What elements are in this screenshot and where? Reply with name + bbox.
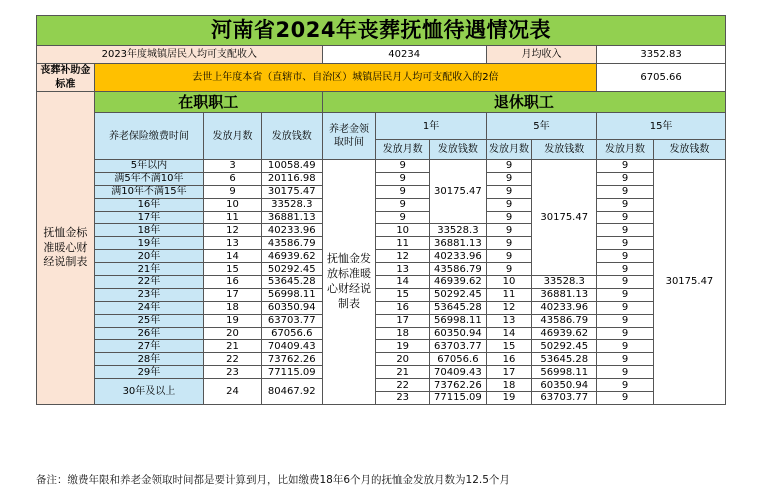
table-row xyxy=(37,340,726,353)
working-pay-time-cell: 22年 xyxy=(94,276,203,289)
working-header-pay-time: 养老保险缴费时间 xyxy=(94,113,203,160)
y1-amount-cell: 73762.26 xyxy=(430,379,487,392)
income-label: 2023年度城镇居民人均可支配收入 xyxy=(37,46,323,64)
y1-months-cell: 18 xyxy=(376,327,430,340)
y1-amount-cell: 43586.79 xyxy=(430,263,487,276)
y5-months-cell: 9 xyxy=(486,224,532,237)
y5-months-cell: 19 xyxy=(486,392,532,405)
y15-months-cell: 9 xyxy=(597,160,654,173)
retired-side-label xyxy=(322,160,376,405)
sub-header-amount-5: 发放钱数 xyxy=(532,140,597,160)
table-row xyxy=(37,366,726,379)
working-amount-cell: 30175.47 xyxy=(261,185,322,198)
working-months-cell: 23 xyxy=(204,366,262,379)
y5-amount-cell: 53645.28 xyxy=(532,353,597,366)
working-months-cell: 20 xyxy=(204,327,262,340)
working-section-title: 在职职工 xyxy=(94,92,322,113)
working-pay-time-cell: 19年 xyxy=(94,237,203,250)
working-pay-time-cell: 满5年不满10年 xyxy=(94,172,203,185)
working-amount-cell: 60350.94 xyxy=(261,301,322,314)
y1-months-cell: 10 xyxy=(376,224,430,237)
y1-months-cell: 17 xyxy=(376,314,430,327)
working-months-cell: 24 xyxy=(204,379,262,405)
working-pay-time-cell: 16年 xyxy=(94,198,203,211)
monthly-income-value: 3352.83 xyxy=(597,46,726,64)
y1-months-cell: 16 xyxy=(376,301,430,314)
y1-months-cell: 9 xyxy=(376,185,430,198)
retired-header-pension-time xyxy=(322,113,376,160)
y5-amount-cell: 43586.79 xyxy=(532,314,597,327)
page-title: 河南省2024年丧葬抚恤待遇情况表 xyxy=(37,16,726,46)
y15-months-cell: 9 xyxy=(597,366,654,379)
working-amount-cell: 80467.92 xyxy=(261,379,322,405)
table-row xyxy=(37,353,726,366)
y15-months-cell: 9 xyxy=(597,379,654,392)
working-months-cell: 12 xyxy=(204,224,262,237)
working-months-cell: 14 xyxy=(204,250,262,263)
y5-months-cell: 10 xyxy=(486,276,532,289)
y1-amount-cell: 70409.43 xyxy=(430,366,487,379)
table-row xyxy=(37,250,726,263)
y1-amount-cell: 33528.3 xyxy=(430,224,487,237)
y1-amount-cell: 67056.6 xyxy=(430,353,487,366)
y15-months-cell: 9 xyxy=(597,392,654,405)
working-months-cell: 19 xyxy=(204,314,262,327)
working-amount-cell: 46939.62 xyxy=(261,250,322,263)
working-amount-cell: 36881.13 xyxy=(261,211,322,224)
y15-months-cell: 9 xyxy=(597,224,654,237)
working-pay-time-cell: 18年 xyxy=(94,224,203,237)
y5-months-cell: 11 xyxy=(486,288,532,301)
working-amount-cell: 40233.96 xyxy=(261,224,322,237)
period-15-year: 15年 xyxy=(597,113,726,140)
table-row xyxy=(37,172,726,185)
working-pay-time-cell: 20年 xyxy=(94,250,203,263)
working-pay-time-cell: 26年 xyxy=(94,327,203,340)
y1-months-cell: 14 xyxy=(376,276,430,289)
retired-side-label-text: 抚恤金发放标准暖心财经说制表 xyxy=(327,252,371,310)
working-pay-time-cell: 23年 xyxy=(94,288,203,301)
y1-amount-merged-cell: 30175.47 xyxy=(430,160,487,224)
y5-amount-cell: 33528.3 xyxy=(532,276,597,289)
working-pay-time-cell: 17年 xyxy=(94,211,203,224)
period-1-year: 1年 xyxy=(376,113,486,140)
y5-months-cell: 14 xyxy=(486,327,532,340)
y1-amount-cell: 50292.45 xyxy=(430,288,487,301)
working-amount-cell: 63703.77 xyxy=(261,314,322,327)
period-5-year: 5年 xyxy=(486,113,596,140)
table-row xyxy=(37,379,726,392)
working-amount-cell: 33528.3 xyxy=(261,198,322,211)
y1-months-cell: 12 xyxy=(376,250,430,263)
working-pay-time-cell: 24年 xyxy=(94,301,203,314)
table-row xyxy=(37,314,726,327)
working-header-months: 发放月数 xyxy=(204,113,262,160)
y5-amount-cell: 40233.96 xyxy=(532,301,597,314)
y5-months-cell: 9 xyxy=(486,160,532,173)
y5-months-cell: 9 xyxy=(486,250,532,263)
working-months-cell: 18 xyxy=(204,301,262,314)
sub-header-amount-15: 发放钱数 xyxy=(653,140,725,160)
y5-months-cell: 9 xyxy=(486,237,532,250)
y5-amount-merged-cell: 30175.47 xyxy=(532,160,597,276)
y1-amount-cell: 60350.94 xyxy=(430,327,487,340)
y5-amount-cell: 63703.77 xyxy=(532,392,597,405)
working-months-cell: 6 xyxy=(204,172,262,185)
table-row xyxy=(37,211,726,224)
y1-months-cell: 23 xyxy=(376,392,430,405)
y1-months-cell: 9 xyxy=(376,172,430,185)
working-pay-time-cell: 21年 xyxy=(94,263,203,276)
working-months-cell: 11 xyxy=(204,211,262,224)
y15-months-cell: 9 xyxy=(597,250,654,263)
y1-amount-cell: 53645.28 xyxy=(430,301,487,314)
y5-months-cell: 16 xyxy=(486,353,532,366)
working-amount-cell: 56998.11 xyxy=(261,288,322,301)
working-header-amount: 发放钱数 xyxy=(261,113,322,160)
working-months-cell: 10 xyxy=(204,198,262,211)
benefit-table-wrapper xyxy=(36,15,726,405)
y5-months-cell: 15 xyxy=(486,340,532,353)
left-side-label xyxy=(37,92,95,405)
y5-amount-cell: 56998.11 xyxy=(532,366,597,379)
y1-amount-cell: 40233.96 xyxy=(430,250,487,263)
table-row xyxy=(37,160,726,173)
y15-months-cell: 9 xyxy=(597,198,654,211)
table-row xyxy=(37,301,726,314)
y1-amount-cell: 46939.62 xyxy=(430,276,487,289)
funeral-subsidy-label: 丧葬补助金标准 xyxy=(37,64,95,92)
working-amount-cell: 53645.28 xyxy=(261,276,322,289)
y1-months-cell: 9 xyxy=(376,198,430,211)
working-months-cell: 3 xyxy=(204,160,262,173)
sub-header-months-15: 发放月数 xyxy=(597,140,654,160)
table-row xyxy=(37,185,726,198)
table-row xyxy=(37,276,726,289)
y1-months-cell: 9 xyxy=(376,211,430,224)
retired-header-pension-time-text: 养老金领取时间 xyxy=(329,123,369,148)
working-pay-time-cell: 5年以内 xyxy=(94,160,203,173)
working-amount-cell: 43586.79 xyxy=(261,237,322,250)
table-row xyxy=(37,224,726,237)
y1-months-cell: 22 xyxy=(376,379,430,392)
y5-amount-cell: 46939.62 xyxy=(532,327,597,340)
funeral-subsidy-value: 6705.66 xyxy=(597,64,726,92)
y5-months-cell: 17 xyxy=(486,366,532,379)
y15-amount-merged-cell: 30175.47 xyxy=(653,160,725,405)
y15-months-cell: 9 xyxy=(597,301,654,314)
sub-header-months-1: 发放月数 xyxy=(376,140,430,160)
y5-months-cell: 18 xyxy=(486,379,532,392)
y5-amount-cell: 60350.94 xyxy=(532,379,597,392)
working-months-cell: 15 xyxy=(204,263,262,276)
y1-months-cell: 19 xyxy=(376,340,430,353)
y1-months-cell: 13 xyxy=(376,263,430,276)
working-months-cell: 17 xyxy=(204,288,262,301)
y5-months-cell: 9 xyxy=(486,185,532,198)
table-row xyxy=(37,327,726,340)
working-pay-time-cell: 29年 xyxy=(94,366,203,379)
retired-section-title: 退休职工 xyxy=(322,92,725,113)
y5-months-cell: 13 xyxy=(486,314,532,327)
y1-amount-cell: 36881.13 xyxy=(430,237,487,250)
y15-months-cell: 9 xyxy=(597,314,654,327)
y5-months-cell: 9 xyxy=(486,198,532,211)
y15-months-cell: 9 xyxy=(597,353,654,366)
y5-amount-cell: 50292.45 xyxy=(532,340,597,353)
working-amount-cell: 50292.45 xyxy=(261,263,322,276)
sub-header-months-5: 发放月数 xyxy=(486,140,532,160)
y1-months-cell: 11 xyxy=(376,237,430,250)
working-amount-cell: 77115.09 xyxy=(261,366,322,379)
y5-amount-cell: 36881.13 xyxy=(532,288,597,301)
y1-months-cell: 21 xyxy=(376,366,430,379)
y1-months-cell: 9 xyxy=(376,160,430,173)
y1-amount-cell: 63703.77 xyxy=(430,340,487,353)
benefit-table xyxy=(36,15,726,405)
footnote: 备注：缴费年限和养老金领取时间都是要计算到月，比如缴费18年6个月的抚恤金发放月数为12.5个月 xyxy=(36,474,510,486)
y15-months-cell: 9 xyxy=(597,327,654,340)
y15-months-cell: 9 xyxy=(597,185,654,198)
sub-header-amount-1: 发放钱数 xyxy=(430,140,487,160)
working-amount-cell: 70409.43 xyxy=(261,340,322,353)
y1-months-cell: 15 xyxy=(376,288,430,301)
funeral-subsidy-description: 去世上年度本省（直辖市、自治区）城镇居民月人均可支配收入的2倍 xyxy=(94,64,596,92)
y5-months-cell: 9 xyxy=(486,172,532,185)
y15-months-cell: 9 xyxy=(597,237,654,250)
table-row xyxy=(37,237,726,250)
left-side-label-text: 抚恤金标准暖心财经说制表 xyxy=(43,225,88,269)
y1-months-cell: 20 xyxy=(376,353,430,366)
y1-amount-cell: 56998.11 xyxy=(430,314,487,327)
working-pay-time-cell: 满10年不满15年 xyxy=(94,185,203,198)
y15-months-cell: 9 xyxy=(597,263,654,276)
y15-months-cell: 9 xyxy=(597,340,654,353)
working-amount-cell: 73762.26 xyxy=(261,353,322,366)
working-amount-cell: 10058.49 xyxy=(261,160,322,173)
working-months-cell: 13 xyxy=(204,237,262,250)
y1-amount-cell: 77115.09 xyxy=(430,392,487,405)
working-months-cell: 9 xyxy=(204,185,262,198)
monthly-income-label: 月均收入 xyxy=(486,46,596,64)
working-months-cell: 16 xyxy=(204,276,262,289)
y5-months-cell: 9 xyxy=(486,263,532,276)
y5-months-cell: 12 xyxy=(486,301,532,314)
y15-months-cell: 9 xyxy=(597,172,654,185)
working-amount-cell: 20116.98 xyxy=(261,172,322,185)
working-amount-cell: 67056.6 xyxy=(261,327,322,340)
y15-months-cell: 9 xyxy=(597,211,654,224)
working-pay-time-cell: 25年 xyxy=(94,314,203,327)
table-row xyxy=(37,288,726,301)
table-row xyxy=(37,198,726,211)
working-months-cell: 21 xyxy=(204,340,262,353)
working-pay-time-cell: 30年及以上 xyxy=(94,379,203,405)
working-pay-time-cell: 27年 xyxy=(94,340,203,353)
working-months-cell: 22 xyxy=(204,353,262,366)
y15-months-cell: 9 xyxy=(597,288,654,301)
working-pay-time-cell: 28年 xyxy=(94,353,203,366)
income-value: 40234 xyxy=(322,46,486,64)
y15-months-cell: 9 xyxy=(597,276,654,289)
table-row xyxy=(37,263,726,276)
y5-months-cell: 9 xyxy=(486,211,532,224)
